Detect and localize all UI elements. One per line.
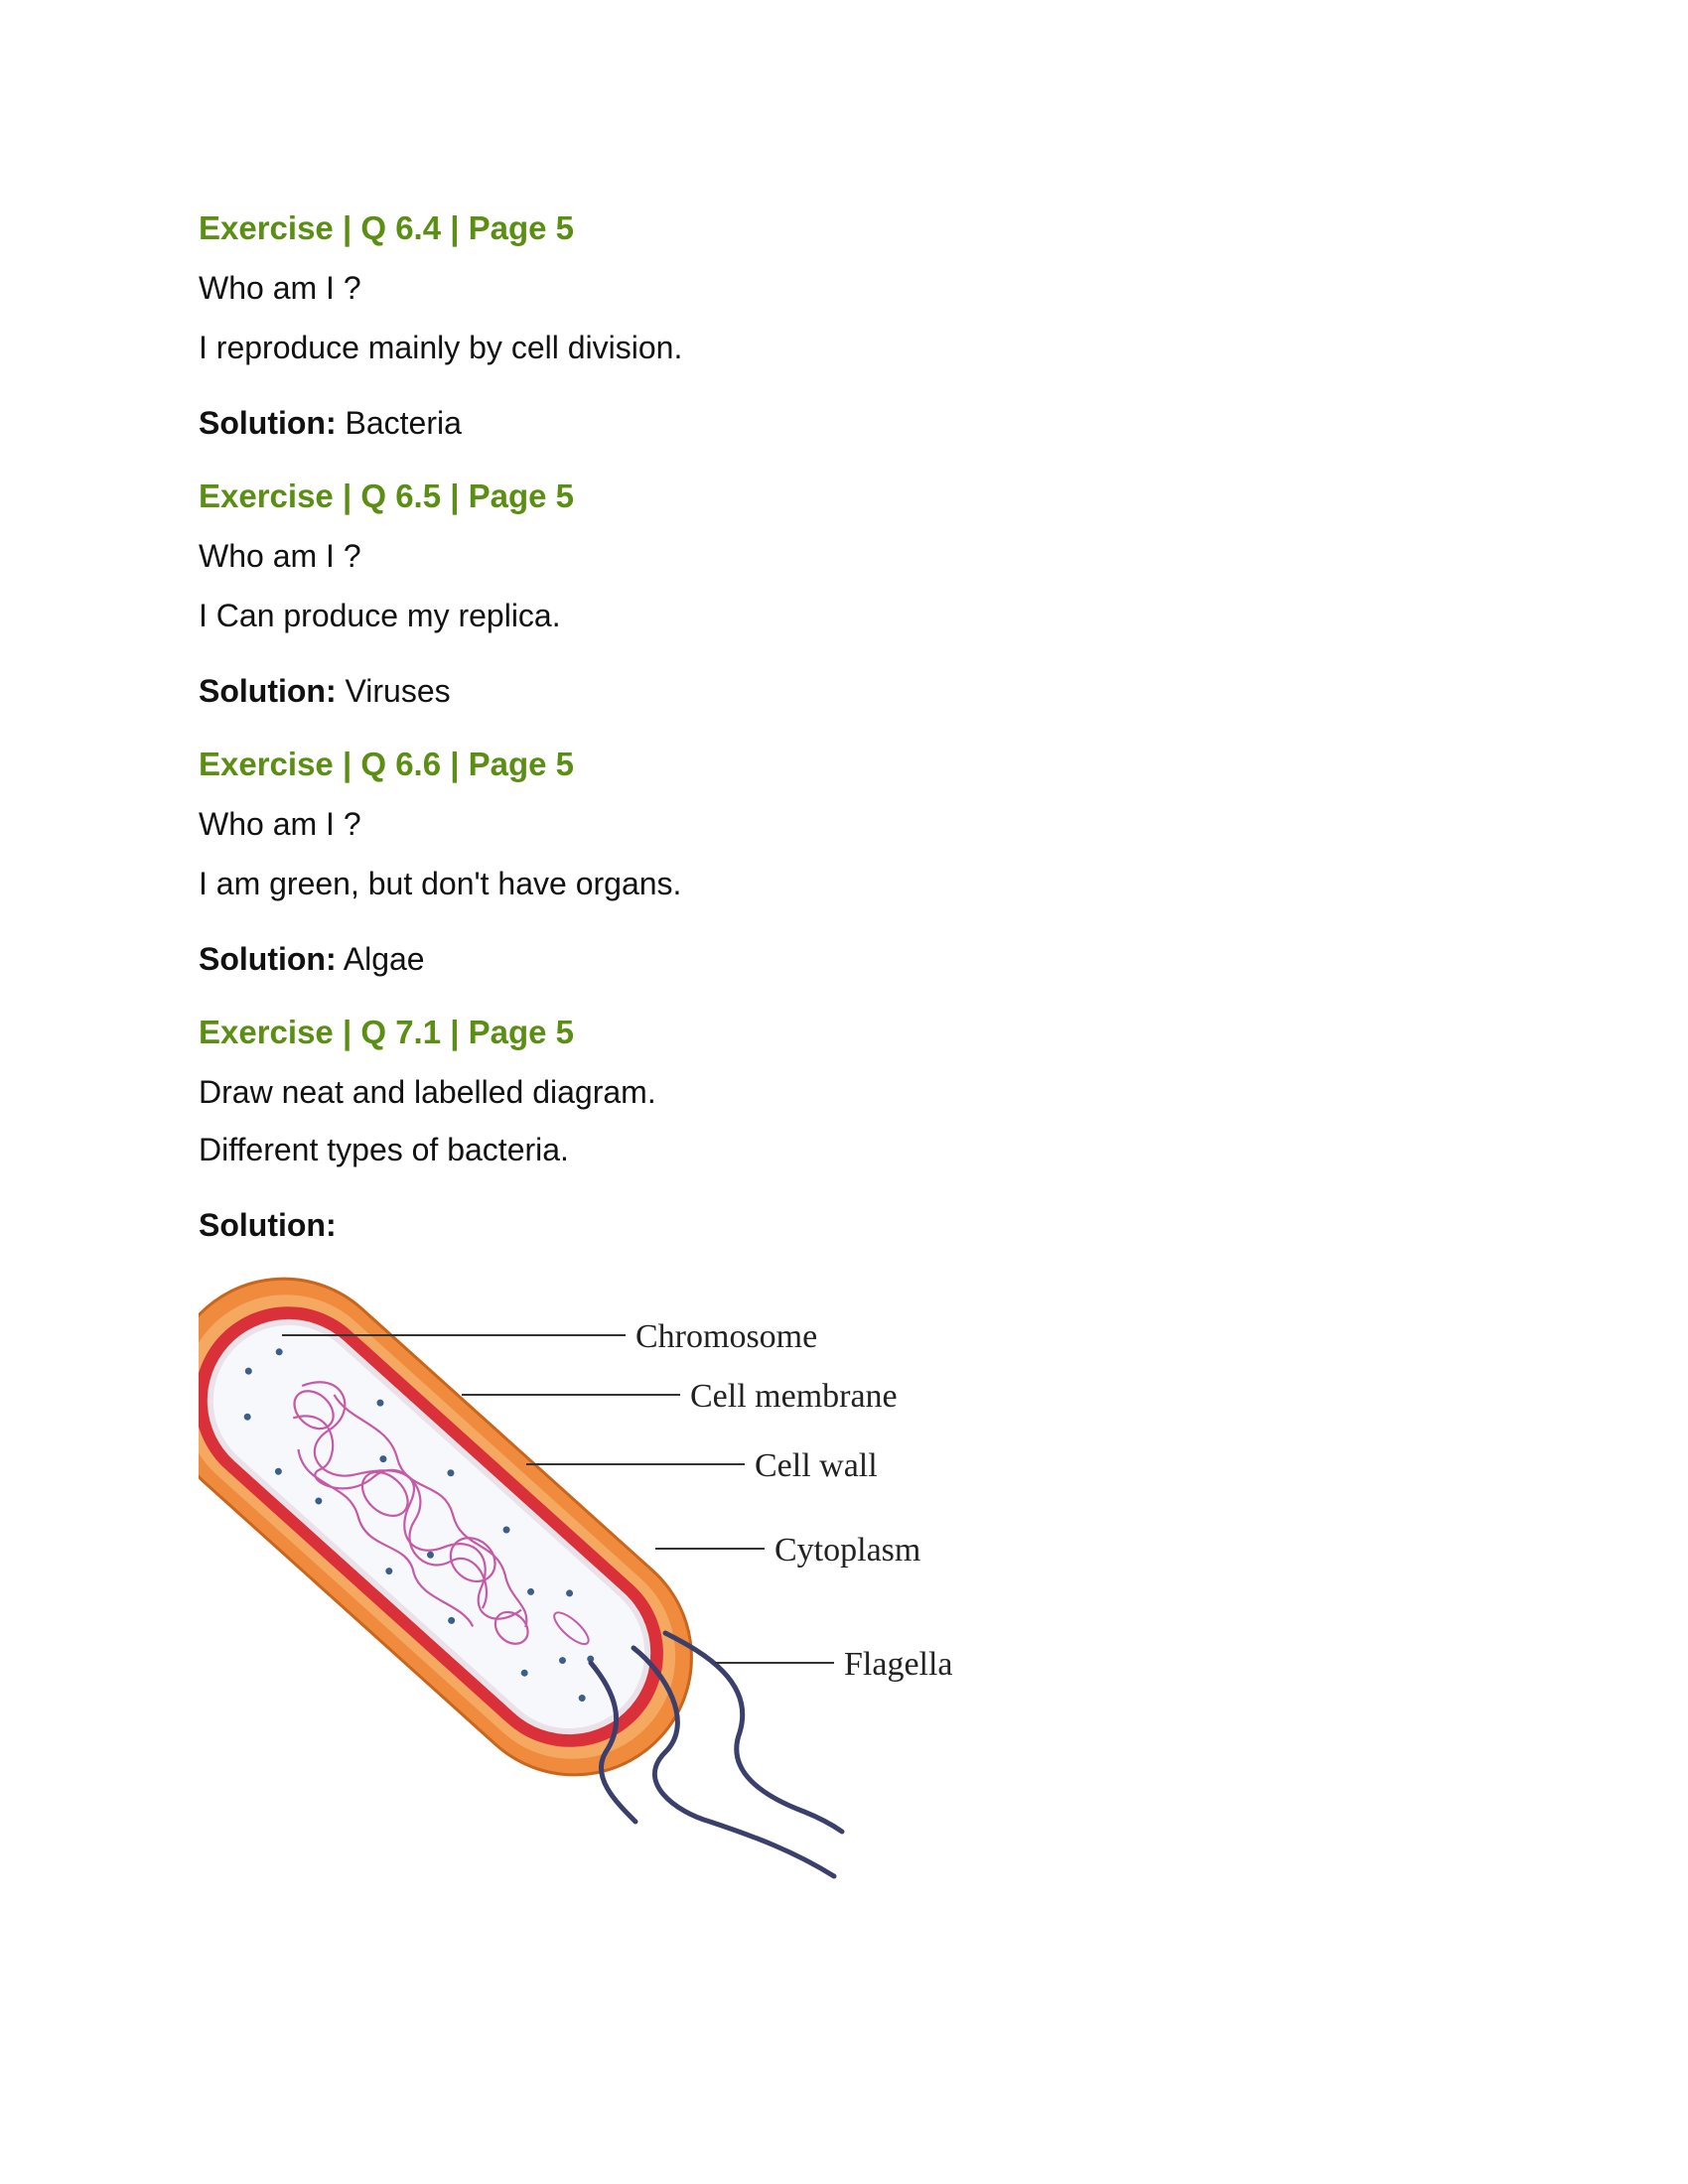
- question-heading: Exercise | Q 6.6 | Page 5: [199, 746, 575, 782]
- document-body: [199, 208, 1489, 1245]
- solution-answer: Viruses: [336, 673, 451, 709]
- question-text: Draw neat and labelled diagram.: [199, 1074, 656, 1110]
- question-heading: Exercise | Q 6.4 | Page 5: [199, 209, 575, 246]
- question-heading: Exercise | Q 6.5 | Page 5: [199, 478, 575, 514]
- label-cytoplasm: Cytoplasm: [774, 1532, 921, 1569]
- label-chromosome: Chromosome: [635, 1318, 818, 1355]
- solution: [199, 1205, 1489, 1245]
- question-heading: Exercise | Q 7.1 | Page 5: [199, 1014, 575, 1050]
- question-text: I reproduce mainly by cell division.: [199, 330, 683, 365]
- question-text: I Can produce my replica.: [199, 598, 561, 633]
- solution-label: Solution:: [199, 405, 337, 441]
- bacterium-diagram-svg: [199, 1256, 1053, 1891]
- question-6-5: [199, 477, 1489, 745]
- solution: [199, 671, 1489, 711]
- question-text: Who am I ?: [199, 538, 361, 574]
- label-flagella: Flagella: [844, 1646, 953, 1683]
- question-7-1: [199, 1013, 1489, 1245]
- label-cell-membrane: Cell membrane: [690, 1378, 898, 1415]
- solution-label: Solution:: [199, 673, 337, 709]
- question-6-6: [199, 745, 1489, 1013]
- solution: [199, 403, 1489, 443]
- question-text: Who am I ?: [199, 270, 361, 306]
- question-text: Who am I ?: [199, 806, 361, 842]
- question-text: Different types of bacteria.: [199, 1132, 569, 1167]
- solution-label: Solution:: [199, 1207, 337, 1243]
- solution: [199, 939, 1489, 979]
- question-6-4: [199, 208, 1489, 477]
- solution-label: Solution:: [199, 941, 337, 977]
- question-text: I am green, but don't have organs.: [199, 866, 682, 901]
- solution-answer: Algae: [336, 941, 425, 977]
- label-cell-wall: Cell wall: [755, 1447, 878, 1484]
- bacterium-diagram: [199, 1256, 1053, 1891]
- solution-answer: Bacteria: [336, 405, 462, 441]
